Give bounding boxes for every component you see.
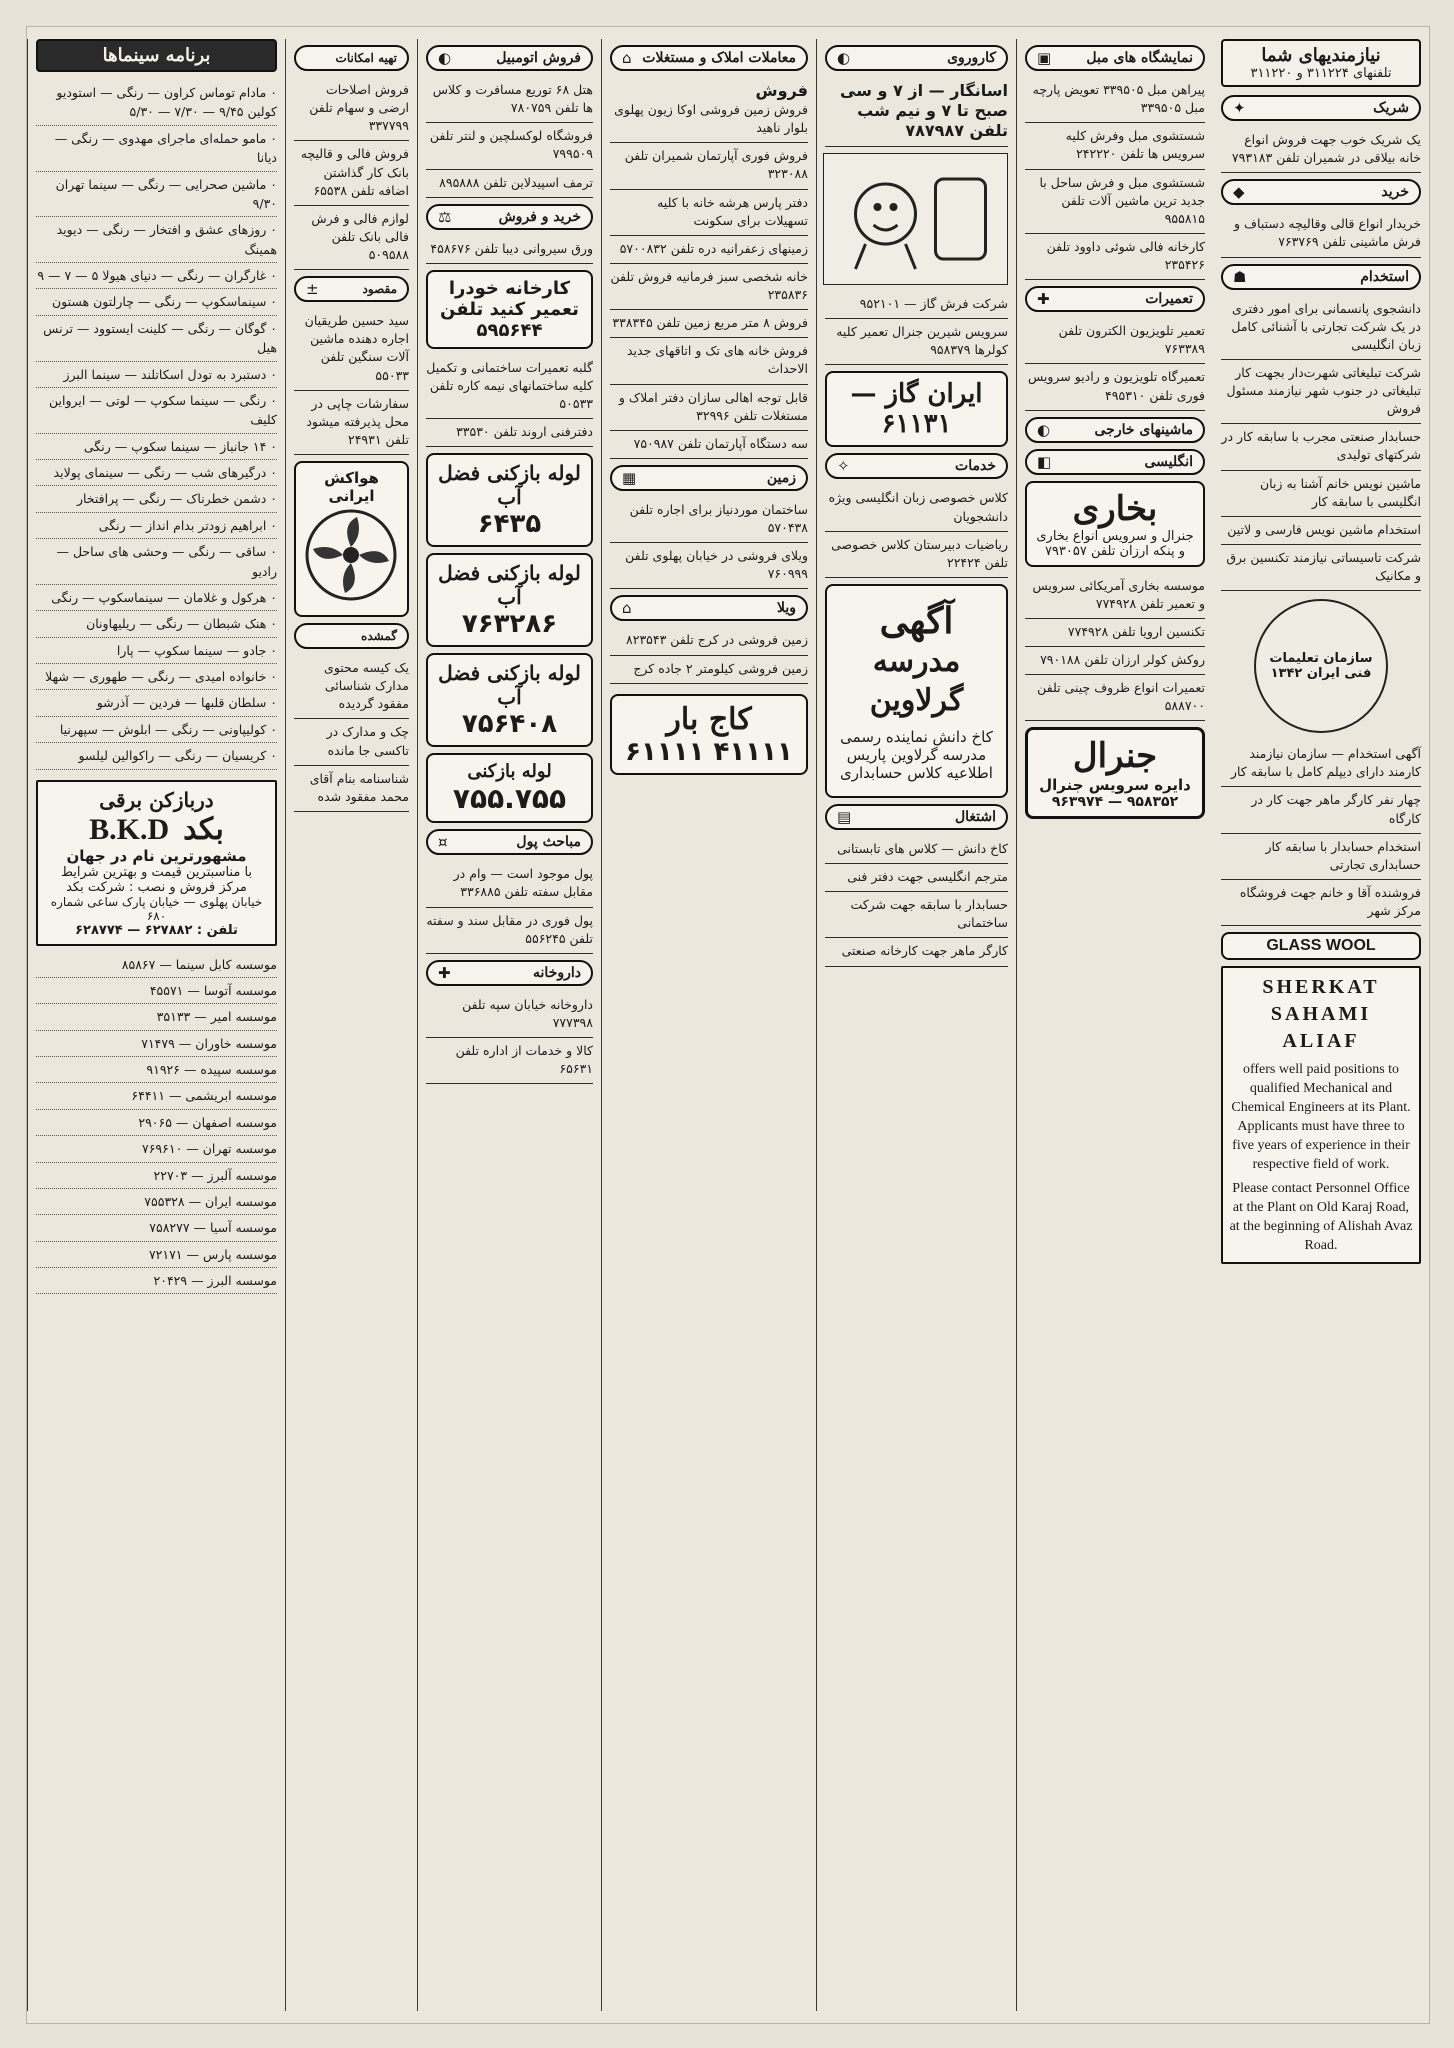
pipe-phone: ۷۵۵.۷۵۵	[452, 782, 567, 816]
list-item: زمینهای زعفرانیه دره تلفن ۵۷۰۰۸۳۲	[610, 236, 808, 264]
gas-company-logo	[823, 153, 1008, 285]
list-item: فروش فالی و قالیچه بانک کار گذاشتن اضافه تلفن ۶۵۵۳۸	[294, 141, 409, 205]
header-phones: تلفنهای ۳۱۱۲۲۴ و ۳۱۱۲۲۰	[1250, 66, 1392, 81]
section-bargain	[426, 204, 593, 230]
list-item: فروش اصلاحات ارضی و سهام تلفن ۳۳۷۷۹۹	[294, 77, 409, 141]
cinema-line: ۰ کولیپاونی — رنگی — ابلوش — سپهرنیا	[36, 717, 277, 743]
section-rent2	[426, 45, 593, 71]
dealer-row: موسسه سپیده — ۹۱۹۲۶	[36, 1057, 277, 1083]
list-item: کاخ دانش — کلاس های تابستانی	[825, 836, 1008, 864]
seal-text: سازمان تعلیمات فنی ایران ۱۳۴۲	[1269, 651, 1373, 682]
section-villa	[610, 595, 808, 621]
list-item: تعمیرات انواع ظروف چینی تلفن ۵۸۸۷۰۰	[1025, 675, 1205, 721]
list-item: شستشوی مبل وفرش کلیه سرویس ها تلفن ۲۴۲۲۲۰	[1025, 123, 1205, 169]
dealer-row: موسسه ایران — ۷۵۵۳۲۸	[36, 1189, 277, 1215]
list-item: سید حسین طریقیان اجاره دهنده ماشین آلات سنگین تلفن ۵۵۰۳۳	[294, 308, 409, 391]
section-label: معاملات املاک و مستغلات	[642, 50, 796, 66]
list-item: پیراهن مبل ۳۳۹۵۰۵ تعویض پارچه مبل ۳۳۹۵۰۵	[1025, 77, 1205, 123]
list-item: زمین فروشی در کرج تلفن ۸۲۳۵۴۳	[610, 627, 808, 655]
fan-title: هواکش ایرانی	[324, 469, 379, 505]
general-name: جنرال	[1072, 736, 1158, 777]
list-item: قابل توجه اهالی سازان دفتر املاک و مستغلات تلفن ۳۲۹۹۶	[610, 385, 808, 431]
ad-heading: فروش	[755, 81, 808, 100]
section-label: نمایشگاه های مبل	[1086, 50, 1193, 66]
cinema-line: ۰ مامو حمله‌ای ماجرای مهدوی — رنگی — دیانا	[36, 126, 277, 172]
list-item: زمین فروشی کیلومتر ۲ جاده کرج	[610, 656, 808, 684]
pipe-title: لوله بازکنی فضل آب	[438, 461, 581, 510]
section-label: ویلا	[776, 600, 796, 617]
cinema-line: ۰ هرکول و غلامان — سینماسکوپ — رنگی	[36, 585, 277, 611]
list-item: هتل ۶۸ توریع مسافرت و کلاس ها تلفن ۷۸۰۷۵۹	[426, 77, 593, 123]
section-label: گمشده	[361, 629, 397, 643]
section-ready	[294, 276, 409, 302]
section-label: مقصود	[362, 282, 397, 297]
cinema-line: ۰ گوگان — رنگی — کلینت ایستوود — ترنس هیل	[36, 316, 277, 362]
list-item: فروش فوری آپارتمان شمیران تلفن ۳۲۳۰۸۸	[610, 143, 808, 189]
list-item: حسابدار با سابقه جهت شرکت ساختمانی	[825, 892, 1008, 938]
bkd-brand-row	[44, 812, 269, 847]
list-item: پول موجود است — وام در مقابل سفته تلفن ۳۳۶۸۸۵	[426, 861, 593, 907]
list-item: یک شریک خوب جهت فروش انواع خانه بیلاقی در شمیران تلفن ۷۹۳۱۸۳	[1221, 127, 1421, 173]
section-english	[1025, 449, 1205, 475]
gas-mascot-icon	[824, 159, 1007, 279]
section-label: انگلیسی	[1144, 453, 1193, 470]
column-4	[601, 39, 816, 2011]
bkd-title: دربازکن برقی	[99, 787, 214, 812]
school-ad	[825, 584, 1008, 798]
khodra-text: کارخانه خودرا تعمیر کنید تلفن ۵۹۵۶۴۴	[440, 277, 579, 341]
plus-minus-icon: ±	[306, 280, 319, 299]
list-item: ساختمان موردنیاز برای اجاره تلفن ۵۷۰۴۳۸	[610, 497, 808, 543]
pipe-phone: ۷۵۶۴۰۸	[461, 709, 558, 740]
list-item: کارخانه فالی شوئی داوود تلفن ۲۳۵۴۲۶	[1025, 234, 1205, 280]
column-6	[285, 39, 417, 2011]
aliaf-contact: Please contact Personnel Office at the Plant on Old Karaj Road, at the beginning of Alishah Avaz Road.	[1229, 1181, 1413, 1254]
pipe-ad-3	[426, 653, 593, 747]
list-item: دفترفنی اروند تلفن ۳۳۵۳۰	[426, 419, 593, 447]
list-item: شرکت تاسیساتی نیازمند تکنسین برق و مکانیک	[1221, 545, 1421, 591]
list-item: چک و مدارک در تاکسی جا مانده	[294, 719, 409, 765]
cinema-line: ۰ دستبرد به تودل اسکاتلند — سینما البرز	[36, 362, 277, 388]
cinema-line: ۰ روزهای عشق و افتخار — رنگی — دیوید همینگ	[36, 217, 277, 263]
bkd-address: خیابان پهلوی — خیابان پارک ساعی شماره ۶۸۰	[50, 894, 263, 923]
kaj-bar-ad	[610, 694, 808, 775]
section-buy	[1221, 179, 1421, 205]
cinema-header	[36, 39, 277, 72]
dealer-row: موسسه خاوران — ۷۱۴۷۹	[36, 1031, 277, 1057]
iran-gas-ad	[825, 371, 1008, 447]
cinema-line: ۰ سینماسکوپ — رنگی — چارلتون هستون	[36, 289, 277, 315]
list-item: استخدام حسابدار با سابقه کار حسابداری تجارتی	[1221, 834, 1421, 880]
list-item: چهار نفر کارگر ماهر جهت کار در کارگاه	[1221, 787, 1421, 833]
pill-icon: ✚	[438, 963, 451, 982]
section-partner	[1221, 95, 1421, 121]
list-item: ماشین نویس خانم آشنا به زبان انگلیسی با سابقه کار	[1221, 471, 1421, 517]
section-label: فروش اتومبیل	[496, 50, 581, 66]
bkd-ad	[36, 780, 277, 946]
cinema-line: ۰ هنک شبطان — رنگی — ریلیهاونان	[36, 611, 277, 637]
list-item: سرویس شیرین جنرال تعمیر کلیه کولرها ۹۵۸۳۷۹	[825, 319, 1008, 365]
pipe-title: لوله بازکنی فضل آب	[438, 561, 581, 610]
bkd-brand: B.K.D	[89, 812, 170, 846]
cinema-title: برنامه سینماها	[102, 45, 211, 66]
list-item: ویلای فروشی در خیابان پهلوی تلفن ۷۶۰۹۹۹	[610, 543, 808, 589]
section-lost	[294, 623, 409, 649]
school-title: آگهی	[879, 599, 954, 642]
cinema-line: ۰ درگیرهای شب — رنگی — سینمای پولاید	[36, 460, 277, 486]
bkd-tagline: مشهورترین نام در جهان	[66, 846, 247, 865]
list-item: استخدام ماشین نویس فارسی و لاتین	[1221, 517, 1421, 545]
list-item: موسسه بخاری آمریکائی سرویس و تعمیر تلفن ۷۷۴۹۲۸	[1025, 573, 1205, 619]
logo-text: GLASS WOOL	[1266, 937, 1376, 955]
school-body: کاخ دانش نماینده رسمی مدرسه گرلاوین پاریس اطلاعیه کلاس حسابداری	[840, 727, 993, 782]
list-item: پول فوری در مقابل سند و سفته تلفن ۵۵۶۲۴۵	[426, 908, 593, 954]
list-item	[610, 77, 808, 143]
general-sub: دایره سرویس جنرال	[1039, 776, 1191, 795]
dealer-row: موسسه تهران — ۷۶۹۶۱۰	[36, 1136, 277, 1162]
section-header	[1221, 39, 1421, 87]
dealer-row: موسسه آتوسا — ۴۵۵۷۱	[36, 978, 277, 1004]
list-item: فروش خانه های تک و اتاقهای جدید الاحداث	[610, 338, 808, 384]
cinema-line: ۰ غارگران — رنگی — دنیای هیولا ۵ — ۷ — ۹	[36, 263, 277, 289]
cart-icon: ◆	[1233, 183, 1245, 202]
dealer-row: موسسه امیر — ۳۵۱۳۳	[36, 1004, 277, 1030]
pipe-phone: ۷۶۳۲۸۶	[461, 609, 558, 640]
scale-icon: ⚖	[438, 207, 452, 226]
iran-gas-text: ایران گاز — ۶۱۱۳۱	[850, 379, 983, 440]
kaj-title: کاج بار	[666, 701, 752, 737]
bkd-line3: مرکز فروش و نصب : شرکت بکد	[66, 879, 247, 895]
column-3	[816, 39, 1016, 2011]
aliaf-name1: SHERKAT	[1262, 976, 1380, 999]
list-item: روکش کولر ارزان تلفن ۷۹۰۱۸۸	[1025, 647, 1205, 675]
list-item: خریدار انواع قالی وقالیچه دستباف و فرش ماشینی تلفن ۷۶۳۷۶۹	[1221, 211, 1421, 257]
cinema-line: ۰ ۱۴ جانباز — سینما سکوپ — رنگی	[36, 434, 277, 460]
list-item: حسابدار صنعتی مجرب با سابقه کار در شرکتهای تولیدی	[1221, 424, 1421, 470]
aliaf-name2: SAHAMI	[1270, 1003, 1372, 1026]
list-item: شناسنامه بنام آقای محمد مفقود شده	[294, 766, 409, 812]
list-item: دانشجوی پانسمانی برای امور دفتری در یک شرکت تجارتی با آشنائی کامل زبان انگلیسی	[1221, 296, 1421, 360]
aliaf-body: offers well paid positions to qualified Mechanical and Chemical Engineers at its Plant. Applicants must have three to five years of experience in their respective field of work.	[1231, 1062, 1411, 1172]
pipe-ad-2	[426, 553, 593, 647]
section-label: شریک	[1373, 100, 1409, 116]
wrench-icon: ✚	[1037, 290, 1050, 309]
list-item: شستشوی مبل و فرش ساحل با جدید ترین ماشین آلات تلفن ۹۵۵۸۱۵	[1025, 170, 1205, 234]
section-rent	[610, 45, 808, 71]
section-label: اشتغال	[954, 808, 996, 825]
car-icon: ◐	[837, 49, 851, 67]
column-2	[1016, 39, 1213, 2011]
section-label: خدمات	[955, 458, 996, 475]
list-item	[825, 77, 1008, 147]
section-label: تهیه امکانات	[335, 51, 397, 65]
bkd-brand-fa: بکد	[183, 811, 224, 847]
cinema-line: ۰ ساقی — رنگی — وحشی های ساحل — رادیو	[36, 539, 277, 585]
kaj-phone: ۴۱۱۱۱ ۶۱۱۱۱	[625, 736, 793, 767]
list-item: ریاضیات دبیرستان کلاس خصوصی تلفن ۲۲۴۲۴	[825, 532, 1008, 578]
car-icon: ◐	[1037, 420, 1051, 439]
section-label: استخدام	[1360, 268, 1409, 285]
section-label: مباحث پول	[516, 834, 581, 851]
house-icon: ⌂	[622, 49, 632, 67]
cinema-line: ۰ مادام توماس کراون — رنگی — استودیو کولین ۹/۴۵ — ۷/۳۰ — ۵/۳۰	[36, 80, 277, 126]
heater-ad	[1025, 481, 1205, 567]
ad-text: فروش زمین فروشی اوکا زیون پهلوی بلوار ناهید	[614, 102, 808, 136]
cinema-line: ۰ خانواده امیدی — رنگی — طهوری — شهلا	[36, 664, 277, 690]
section-label: کاروروی	[947, 50, 996, 66]
villa-icon: ⌂	[622, 599, 632, 618]
section-job	[825, 804, 1008, 830]
list-item: کارگر ماهر جهت کارخانه صنعتی	[825, 938, 1008, 966]
heater-body: جنرال و سرویس انواع بخاری و پنکه ارزان تلفن ۷۹۳۰۵۷	[1036, 528, 1194, 559]
section-hire	[1221, 264, 1421, 290]
person-icon: ☗	[1233, 267, 1247, 286]
dealer-row: موسسه ابریشمی — ۶۴۴۱۱	[36, 1083, 277, 1109]
list-item: لوازم فالی و فرش فالی بانک تلفن ۵۰۹۵۸۸	[294, 206, 409, 270]
glass-wool-logo	[1221, 932, 1421, 960]
list-item: فروشگاه لوکسلچین و لنتر تلفن ۷۹۹۵۰۹	[426, 123, 593, 169]
list-item: سفارشات چاپی در محل پذیرفته میشود تلفن ۲۴۹۳۱	[294, 391, 409, 455]
cinema-line: ۰ سلطان قلبها — فردین — آذرشو	[36, 690, 277, 716]
dealer-row: موسسه اصفهان — ۲۹۰۶۵	[36, 1110, 277, 1136]
section-label: خرید و فروش	[498, 208, 581, 225]
list-item: آگهی استخدام — سازمان نیازمند کارمند دارای دیپلم کامل با سابقه کار	[1221, 741, 1421, 787]
section-label: داروخانه	[533, 964, 581, 981]
ad-text: اسانگار — از ۷ و سی صبح تا ۷ و نیم شب تلفن ۷۸۷۹۸۷	[840, 81, 1008, 140]
heater-title: بخاری	[1072, 488, 1158, 529]
pipe-ad-4	[426, 753, 593, 823]
list-item: کلاس خصوصی زبان انگلیسی ویژه دانشجویان	[825, 485, 1008, 531]
column-5	[417, 39, 601, 2011]
cinema-line: ۰ ماشین صحرایی — رنگی — سینما تهران ۹/۳۰	[36, 172, 277, 218]
list-item: شرکت فرش گاز — ۹۵۲۱۰۱	[825, 291, 1008, 319]
pipe-title: لوله بازکنی	[467, 761, 552, 783]
dealer-row: موسسه البرز — ۲۰۴۲۹	[36, 1268, 277, 1294]
fan-icon	[301, 505, 401, 605]
list-item: ترمف اسپیدلاین تلفن ۸۹۵۸۸۸	[426, 170, 593, 198]
list-item: سه دستگاه آپارتمان تلفن ۷۵۰۹۸۷	[610, 431, 808, 459]
section-appliances	[1025, 45, 1205, 71]
aliaf-ad	[1221, 966, 1421, 1264]
list-item: فروش ۸ متر مربع زمین تلفن ۳۳۸۳۴۵	[610, 310, 808, 338]
section-pharm	[426, 960, 593, 986]
section-cars2	[825, 45, 1008, 71]
list-item: ورق سیروانی دیبا تلفن ۴۵۸۶۷۶	[426, 236, 593, 264]
section-label: تعمیرات	[1145, 291, 1193, 308]
dealer-row: موسسه پارس — ۷۲۱۷۱	[36, 1242, 277, 1268]
section-services	[825, 453, 1008, 479]
tools-icon: ✧	[837, 457, 850, 476]
land-icon: ▦	[622, 468, 637, 487]
briefcase-icon: ▤	[837, 807, 852, 826]
book-icon: ◧	[1037, 452, 1052, 471]
emblem-seal	[1254, 599, 1388, 733]
khodra-ad	[426, 270, 593, 349]
header-title: نیازمندیهای شما	[1261, 45, 1381, 66]
section-insure	[426, 829, 593, 855]
car-icon: ◐	[438, 49, 452, 67]
list-item: خانه شخصی سبز فرمانیه فروش تلفن ۲۳۵۸۳۶	[610, 264, 808, 310]
list-item: تکنسین ارویا تلفن ۷۷۴۹۲۸	[1025, 619, 1205, 647]
list-item: تعمیرگاه تلویزیون و رادیو سرویس فوری تلفن ۴۹۵۳۱۰	[1025, 364, 1205, 410]
list-item: گلبه تعمیرات ساختمانی و تکمیل کلیه ساختمانهای نیمه کاره تلفن ۵۰۵۳۳	[426, 355, 593, 419]
cinema-line: ۰ رنگی — سینما سکوپ — لوتی — ایرواین کلیف	[36, 388, 277, 434]
section-label: خرید	[1381, 184, 1409, 201]
list-item: یک کیسه محتوی مدارک شناسائی مفقود گردیده	[294, 655, 409, 719]
newspaper-page	[26, 26, 1430, 2024]
column-1	[1213, 39, 1429, 2011]
pipe-ad-1	[426, 453, 593, 547]
money-icon: ¤	[438, 833, 448, 852]
section-label: زمین	[766, 469, 796, 486]
general-service-ad	[1025, 727, 1205, 819]
dealer-row: موسسه آلبرز — ۲۲۷۰۳	[36, 1163, 277, 1189]
bkd-line2: با مناسبترین قیمت و بهترین شرایط	[60, 864, 253, 880]
bkd-phone: تلفن : ۶۲۷۸۸۲ — ۶۲۸۷۷۴	[75, 922, 238, 938]
section-repair	[1025, 286, 1205, 312]
general-phone: ۹۵۸۳۵۲ — ۹۶۳۹۷۴	[1051, 794, 1179, 811]
cinema-line: ۰ جادو — سینما سکوپ — پارا	[36, 638, 277, 664]
aliaf-name3: ALIAF	[1282, 1030, 1360, 1053]
dealer-row: موسسه آسیا — ۷۵۸۲۷۷	[36, 1215, 277, 1241]
section-land	[610, 465, 808, 491]
dealer-row: موسسه کابل سینما — ۸۵۸۶۷	[36, 952, 277, 978]
column-7-cinema	[27, 39, 285, 2011]
list-item: تعمیر تلویزیون الکترون تلفن ۷۶۳۳۸۹	[1025, 318, 1205, 364]
list-item: کالا و خدمات از اداره تلفن ۶۵۶۳۱	[426, 1038, 593, 1084]
section-occasion	[294, 45, 409, 71]
sofa-icon: ▣	[1037, 49, 1052, 67]
list-item: داروخانه خیابان سپه تلفن ۷۷۷۳۹۸	[426, 992, 593, 1038]
list-item: مترجم انگلیسی جهت دفتر فنی	[825, 864, 1008, 892]
cinema-line: ۰ دشمن خطرناک — رنگی — پرافتخار	[36, 486, 277, 512]
section-cars	[1025, 417, 1205, 443]
section-label: ماشینهای خارجی	[1094, 421, 1193, 438]
list-item: فروشنده آقا و خانم جهت فروشگاه مرکز شهر	[1221, 880, 1421, 926]
cinema-line: ۰ کریسیان — رنگی — راکوالین لیلسو	[36, 743, 277, 769]
pipe-phone: ۶۴۳۵	[477, 509, 542, 540]
school-name: مدرسه گرلاوین	[869, 643, 964, 718]
list-item: دفتر پارس هرشه خانه با کلیه تسهیلات برای سکونت	[610, 190, 808, 236]
list-item: شرکت تبلیغاتی شهرت‌دار بجهت کار تبلیغاتی در جنوب شهر نیازمند مسئول فروش	[1221, 360, 1421, 424]
handshake-icon: ✦	[1233, 99, 1246, 117]
cinema-line: ۰ ابراهیم زودتر بدام انداز — رنگی	[36, 513, 277, 539]
pipe-title: لوله بازکنی فضل آب	[438, 661, 581, 710]
fan-ad	[294, 461, 409, 617]
